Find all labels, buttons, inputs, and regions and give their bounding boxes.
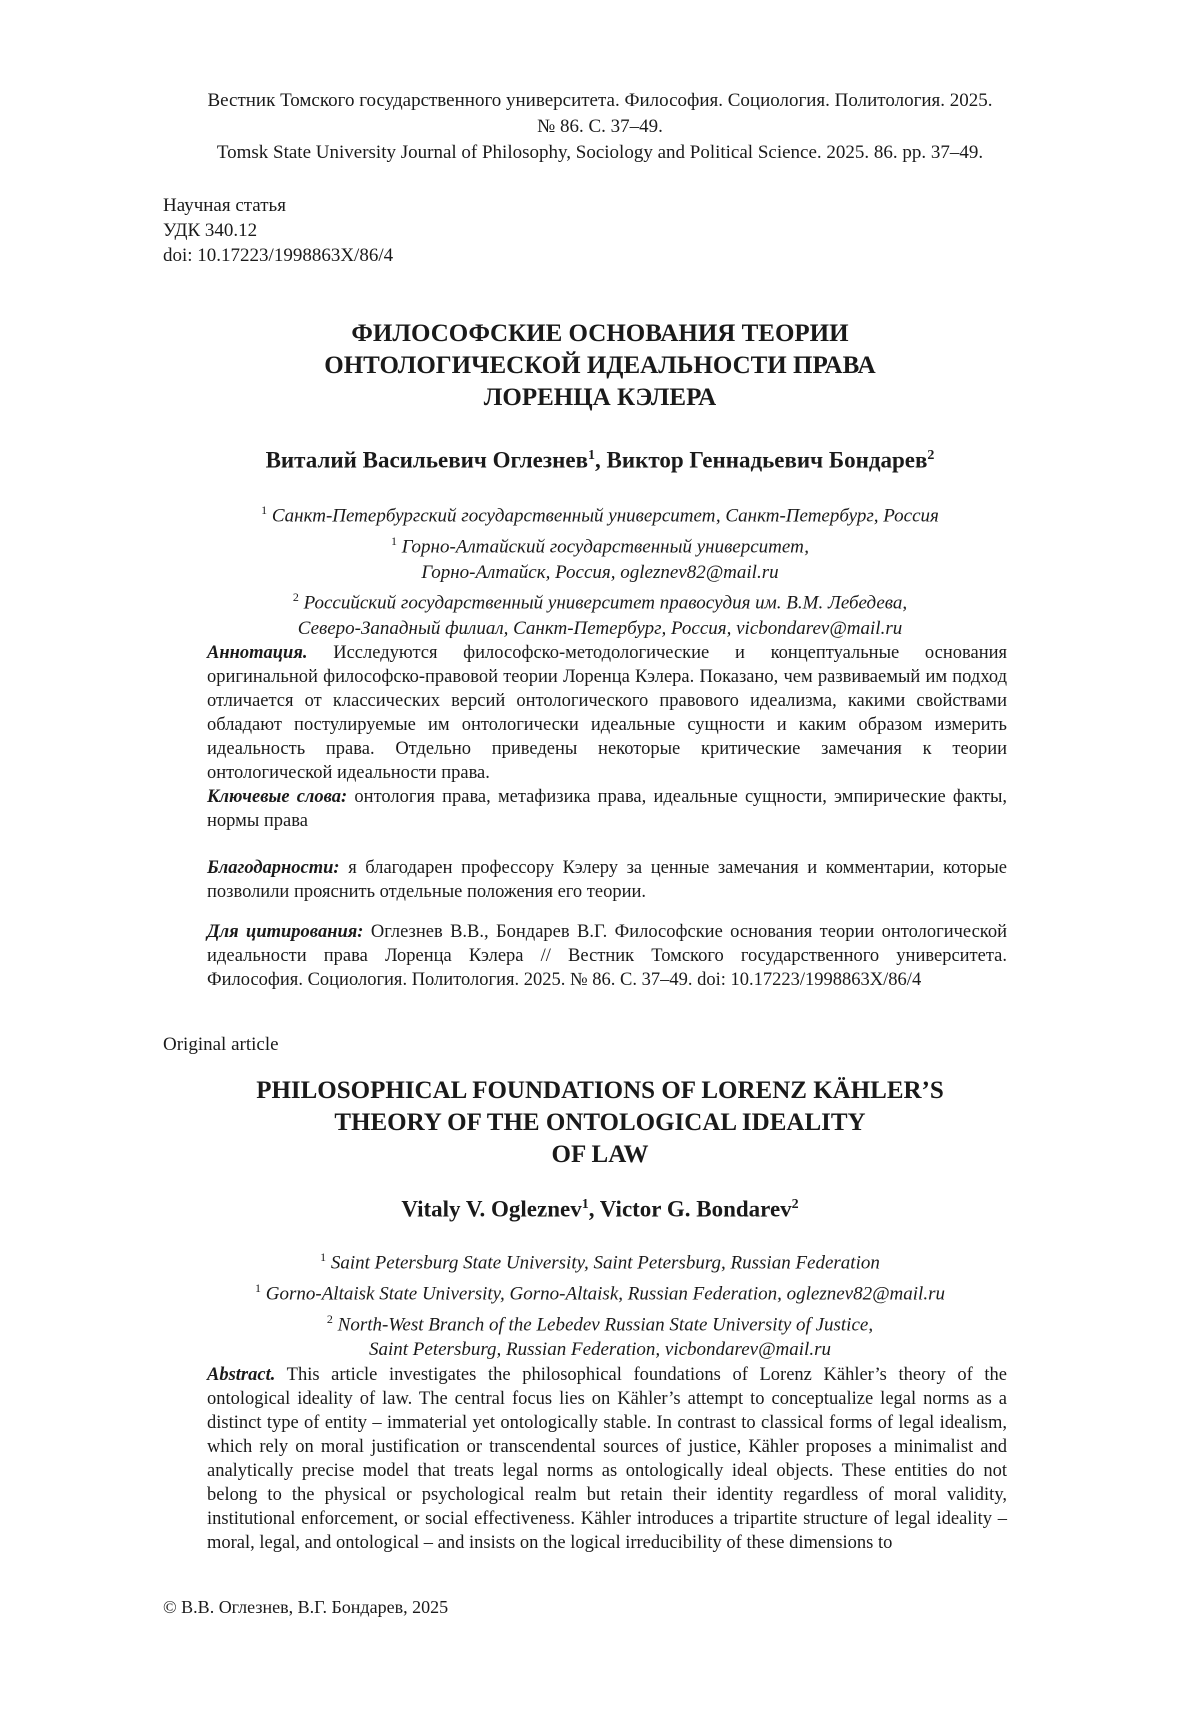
abstract-en: [207, 1363, 1007, 1555]
title-en-line: THEORY OF THE ONTOLOGICAL IDEALITY: [334, 1109, 866, 1136]
affiliations-en: [150, 1245, 1050, 1363]
affiliation-line: Горно-Алтайск, Россия, ogleznev82@mail.ru: [421, 561, 779, 583]
title-ru-line: ФИЛОСОФСКИЕ ОСНОВАНИЯ ТЕОРИИ: [351, 320, 849, 347]
doi: doi: 10.17223/1998863X/86/4: [163, 245, 394, 266]
acknowledgements: [207, 856, 1007, 904]
keywords-ru: [207, 785, 1007, 833]
authors-ru: [100, 441, 1100, 476]
abstract-text: Исследуются философско-методологические и концептуальные основания оригинальной философско-правовой теории Лоренца Кэлера. Показано, чем развиваемый им подход отличается от классических версий онтологического правового идеализма, какими свойствами обладают постулируемые им онтологически идеальные сущности и каким образом измерить идеальность права. Отдельно приведены некоторые критические замечания к теории онтологической идеальности права.: [207, 643, 1007, 783]
copyright: © В.В. Оглезнев, В.Г. Бондарев, 2025: [163, 1597, 449, 1617]
author-affiliation-mark: 1: [588, 448, 595, 463]
title-en-line: OF LAW: [551, 1141, 649, 1168]
citation-text: Оглезнев В.В., Бондарев В.Г. Философские основания теории онтологической идеальности права Лоренца Кэлера // Вестник Томского государственного университета. Философия. Социология. Политология. 2025. № 86. С. 37–49. doi: 10.17223/1998863X/86/4: [207, 922, 1007, 990]
author-affiliation-mark: 1: [581, 1197, 589, 1212]
title-en: [150, 1075, 1050, 1171]
keywords-text: онтология права, метафизика права, идеальные сущности, эмпирические факты, нормы права: [207, 787, 1008, 831]
author-name: Vitaly V. Ogleznev: [401, 1196, 582, 1222]
title-ru: [150, 318, 1050, 414]
affiliation-line: $^1$ Saint Petersburg State University, Saint Petersburg, Russian Federation: [320, 1250, 880, 1274]
affiliation-line: $^2$ Российский государственный университет правосудия им. В.М. Лебедева,: [292, 590, 908, 614]
affiliation-line: $^2$ North-West Branch of the Lebedev Russian State University of Justice,: [326, 1311, 874, 1335]
affiliation-line: $^1$ Gorno-Altaisk State University, Gorno-Altaisk, Russian Federation, ogleznev82@mail.ru: [255, 1280, 945, 1305]
author-separator: ,: [588, 1196, 600, 1222]
affiliations-ru: [150, 498, 1050, 641]
citation: [207, 920, 1007, 992]
journal-issue: № 86. С. 37–49.: [537, 116, 663, 137]
thanks-label: Благодарности:: [207, 858, 340, 878]
journal-line-en: Tomsk State University Journal of Philosophy, Sociology and Political Science. 2025. 86. pp. 37–49.: [216, 142, 984, 163]
author-name: Виталий Васильевич Оглезнев: [265, 447, 588, 473]
affiliation-line: $^1$ Санкт-Петербургский государственный университет, Санкт-Петербург, Россия: [261, 503, 939, 527]
journal-header: [120, 88, 1080, 166]
author-separator: ,: [595, 447, 607, 473]
article-type: Научная статья: [163, 195, 286, 216]
affiliation-line: $^1$ Горно-Алтайский государственный университет,: [390, 533, 810, 558]
article-meta: [163, 193, 393, 268]
title-ru-line: ОНТОЛОГИЧЕСКОЙ ИДЕАЛЬНОСТИ ПРАВА: [324, 352, 876, 379]
article-type-en: Original article: [163, 1034, 279, 1055]
author-affiliation-mark: 2: [927, 448, 935, 463]
abstract-text: This article investigates the philosophical foundations of Lorenz Kähler’s theory of the ontological ideality of law. The central focus lies on Kähler’s attempt to conceptualize legal norms as a distinct type of entity – immaterial yet ontologically stable. In contrast to classical forms of legal idealism, which rely on moral justification or transcendental sources of justice, Kähler proposes a minimalist and analytically precise model that treats legal norms as ontologically ideal objects. These entities do not belong to the physical or psychological realm but retain their identity regardless of moral validity, institutional enforcement, or social effectiveness. Kähler introduces a tripartite structure of legal ideality – moral, legal, and ontological – and insists on the logical irreducibility of these dimensions to: [207, 1365, 1007, 1553]
abstract-ru: [207, 641, 1007, 833]
abstract-label: Abstract.: [207, 1365, 276, 1385]
thanks-text: я благодарен профессору Кэлеру за ценные замечания и комментарии, которые позволили прояснить отдельные положения его теории.: [207, 858, 1008, 902]
title-en-line: PHILOSOPHICAL FOUNDATIONS OF LORENZ KÄHLER’S: [256, 1077, 944, 1104]
abstract-label: Аннотация.: [207, 643, 308, 663]
affiliation-line: Saint Petersburg, Russian Federation, vicbondarev@mail.ru: [369, 1339, 831, 1361]
udc-code: УДК 340.12: [163, 220, 258, 241]
journal-line-ru: Вестник Томского государственного университета. Философия. Социология. Политология. 2025.: [207, 90, 993, 111]
citation-label: Для цитирования:: [207, 922, 364, 942]
author-affiliation-mark: 2: [791, 1197, 799, 1212]
affiliation-line: Северо-Западный филиал, Санкт-Петербург, Россия, vicbondarev@mail.ru: [297, 617, 903, 639]
title-ru-line: ЛОРЕНЦА КЭЛЕРА: [483, 384, 717, 411]
author-name: Виктор Геннадьевич Бондарев: [606, 447, 928, 473]
authors-en: [100, 1190, 1100, 1225]
author-name: Victor G. Bondarev: [599, 1196, 792, 1222]
keywords-label: Ключевые слова:: [207, 787, 348, 807]
